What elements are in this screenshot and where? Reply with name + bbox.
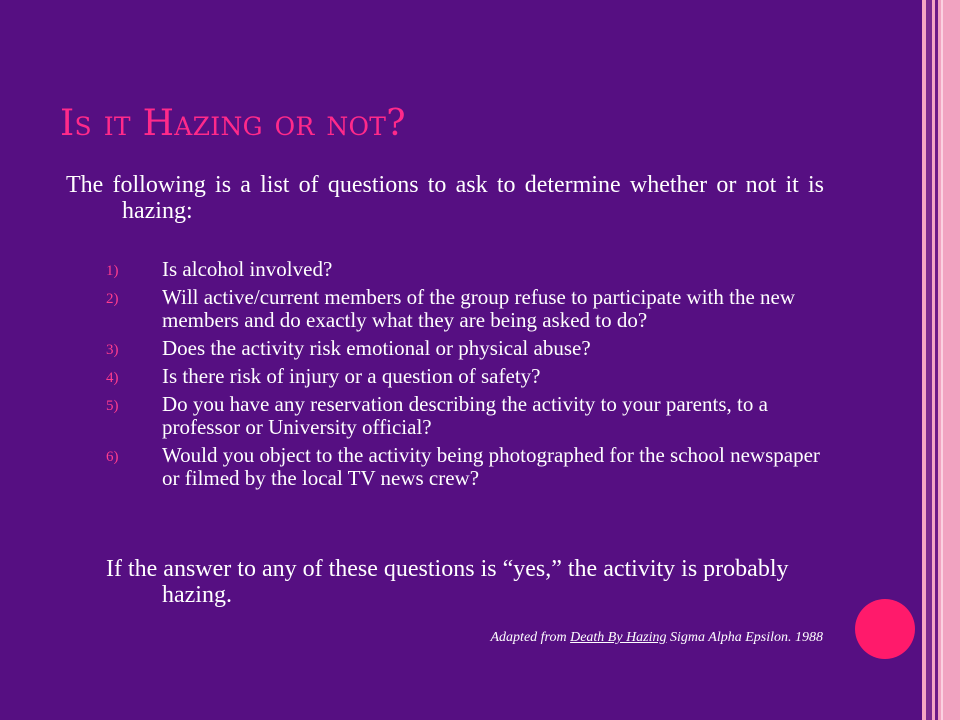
- question-text: Would you object to the activity being photographed for the school newspaper or filmed by the local TV news crew?: [162, 443, 820, 490]
- question-number: 2): [106, 291, 119, 307]
- question-item: [106, 337, 836, 360]
- question-number: 4): [106, 370, 119, 386]
- question-text: Is alcohol involved?: [162, 257, 333, 281]
- citation: [491, 630, 824, 646]
- question-text: Is there risk of injury or a question of safety?: [162, 364, 541, 388]
- question-text: Does the activity risk emotional or physical abuse?: [162, 336, 591, 360]
- question-item: [106, 258, 836, 281]
- question-list: [106, 258, 836, 495]
- slide-title: Is it Hazing or not?: [60, 103, 406, 144]
- question-text: Do you have any reservation describing the activity to your parents, to a professor or University official?: [162, 392, 768, 439]
- intro-text: The following is a list of questions to ask to determine whether or not it is hazing:: [66, 172, 824, 224]
- conclusion-text: If the answer to any of these questions is “yes,” the activity is probably hazing.: [106, 556, 789, 608]
- question-text: Will active/current members of the group refuse to participate with the new members and do exactly what they are being asked to do?: [162, 285, 796, 332]
- decorative-stripe: [941, 0, 943, 720]
- question-number: 5): [106, 398, 119, 414]
- citation-suffix: Sigma Alpha Epsilon. 1988: [666, 630, 823, 645]
- question-number: 1): [106, 263, 119, 279]
- question-item: [106, 444, 836, 490]
- question-item: [106, 393, 836, 439]
- question-number: 3): [106, 342, 119, 358]
- citation-source: Death By Hazing: [570, 630, 667, 645]
- question-item: [106, 365, 836, 388]
- question-number: 6): [106, 449, 119, 465]
- decorative-circle: [855, 599, 915, 659]
- question-item: [106, 286, 836, 332]
- citation-prefix: Adapted from: [490, 630, 571, 645]
